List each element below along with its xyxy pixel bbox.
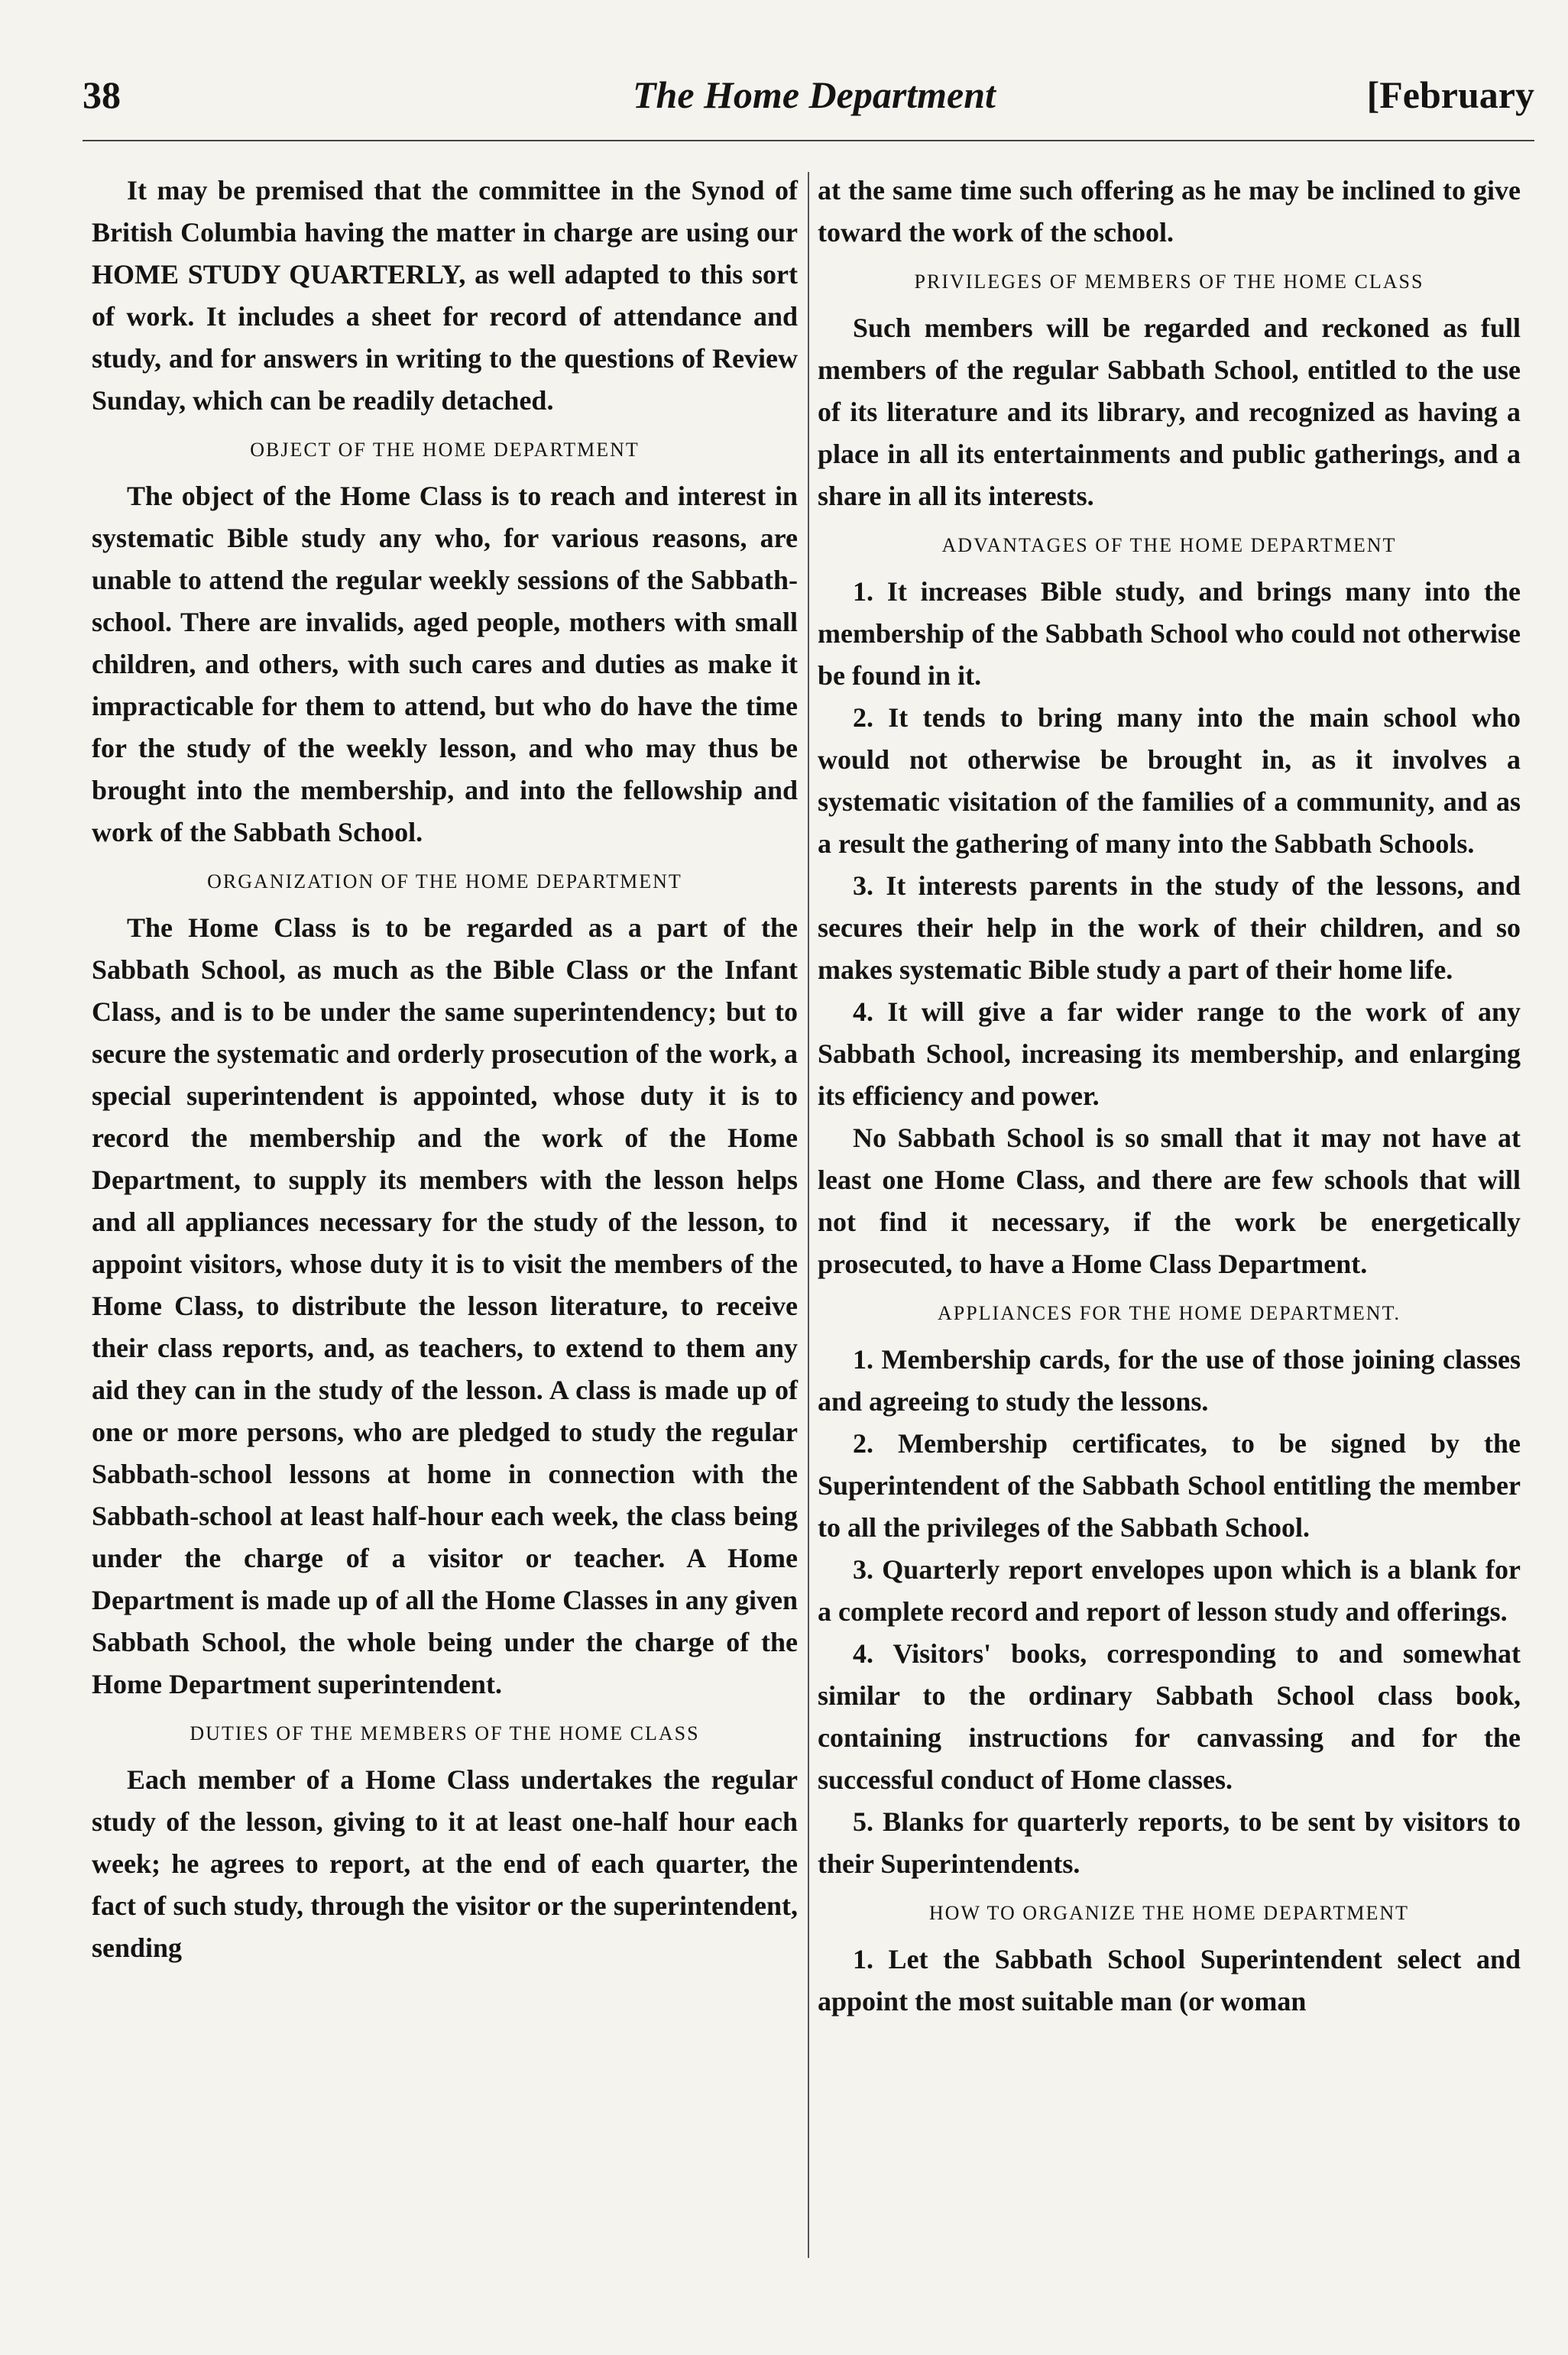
list-item: 2. It tends to bring many into the main school who would not otherwise be brought in, as it involves a systematic visitation of the families of a community, and as a result the gathering of many into the Sabbath Schools. (818, 702, 1521, 859)
left-column (92, 170, 798, 1969)
section-heading: ORGANIZATION OF THE HOME DEPARTMENT (207, 870, 682, 892)
issue-month: [February (1366, 73, 1534, 116)
paragraph: The Home Class is to be regarded as a part of the Sabbath School, as much as the Bible Class or the Infant Class, and is to be under the same superintendency; but to secure the systematic and orderly prosecution of the work, a special superintendent is appointed, whose duty it is to record the membership and the work of the Home Department, to supply its members with the lesson helps and all appliances necessary for the study of the lesson, to appoint visitors, whose duty it is to visit the members of the Home Class, to distribute the lesson literature, to receive their class reports, and, as teachers, to extend to them any aid they can in the study of the lesson. A class is made up of one or more persons, who are pledged to study the regular Sabbath-school lessons at home in connection with the Sabbath-school at least half-hour each week, the class being under the charge of a visitor or teacher. A Home Department is made up of all the Home Classes in any given Sabbath School, the whole being under the charge of the Home Department superintendent. (92, 912, 798, 1699)
list-item: 4. It will give a far wider range to the work of any Sabbath School, increasing its membership, and enlarging its efficiency and power. (818, 996, 1521, 1111)
paragraph: It may be premised that the committee in the Synod of British Columbia having the matter in charge are using our HOME STUDY QUARTERLY, as well adapted to this sort of work. It includes a sheet for record of attendance and study, and for answers in writing to the questions of Review Sunday, which can be readily detached. (92, 175, 798, 416)
paragraph: Each member of a Home Class undertakes the regular study of the lesson, giving to it at least one-half hour each week; he agrees to report, at the end of each quarter, the fact of such study, through the visitor or the superintendent, sending (92, 1764, 798, 1963)
paragraph: Such members will be regarded and reckoned as full members of the regular Sabbath School, entitled to the use of its literature and its library, and recognized as having a place in all its entertainments and public gatherings, and a share in all its interests. (818, 313, 1521, 511)
list-item: 1. It increases Bible study, and brings many into the membership of the Sabbath School who could not otherwise be found in it. (818, 576, 1521, 691)
section-heading: DUTIES OF THE MEMBERS OF THE HOME CLASS (190, 1722, 700, 1744)
page-header (83, 73, 1534, 134)
section-heading: ADVANTAGES OF THE HOME DEPARTMENT (941, 534, 1397, 556)
list-item: 1. Let the Sabbath School Superintendent select and appoint the most suitable man (or woman (818, 1944, 1521, 2016)
section-heading: PRIVILEGES OF MEMBERS OF THE HOME CLASS (914, 270, 1424, 293)
paragraph: No Sabbath School is so small that it may not have at least one Home Class, and there are few schools that will not find it necessary, if the work be energetically prosecuted, to have a Home Class Department. (818, 1122, 1521, 1279)
list-item: 3. It interests parents in the study of the lessons, and secures their help in the work of their children, and so makes systematic Bible study a part of their home life. (818, 870, 1521, 985)
header-rule (83, 140, 1534, 141)
page-number: 38 (83, 73, 121, 116)
paragraph: The object of the Home Class is to reach and interest in systematic Bible study any who, for various reasons, are unable to attend the regular weekly sessions of the Sabbath-school. There are invalids, aged people, mothers with small children, and others, with such cares and duties as make it impracticable for them to attend, but who do have the time for the study of the weekly lesson, and who may thus be brought into the membership, and into the fellowship and work of the Sabbath School. (92, 481, 798, 847)
list-item: 5. Blanks for quarterly reports, to be sent by visitors to their Superintendents. (818, 1806, 1521, 1879)
column-divider (808, 172, 809, 2258)
running-title: The Home Department (633, 73, 996, 116)
right-column (818, 170, 1521, 2023)
section-heading: APPLIANCES FOR THE HOME DEPARTMENT. (937, 1302, 1401, 1324)
list-item: 1. Membership cards, for the use of those joining classes and agreeing to study the lessons. (818, 1344, 1521, 1417)
list-item: 3. Quarterly report envelopes upon which is a blank for a complete record and report of lesson study and offerings. (818, 1554, 1521, 1627)
section-heading: OBJECT OF THE HOME DEPARTMENT (250, 439, 640, 461)
list-item: 4. Visitors' books, corresponding to and somewhat similar to the ordinary Sabbath School class book, containing instructions for canvassing and for the successful conduct of Home classes. (818, 1638, 1521, 1795)
section-heading: HOW TO ORGANIZE THE HOME DEPARTMENT (928, 1902, 1410, 1924)
paragraph: at the same time such offering as he may be inclined to give toward the work of the school. (818, 175, 1521, 248)
list-item: 2. Membership certificates, to be signed by the Superintendent of the Sabbath School entitling the member to all the privileges of the Sabbath School. (818, 1428, 1521, 1543)
